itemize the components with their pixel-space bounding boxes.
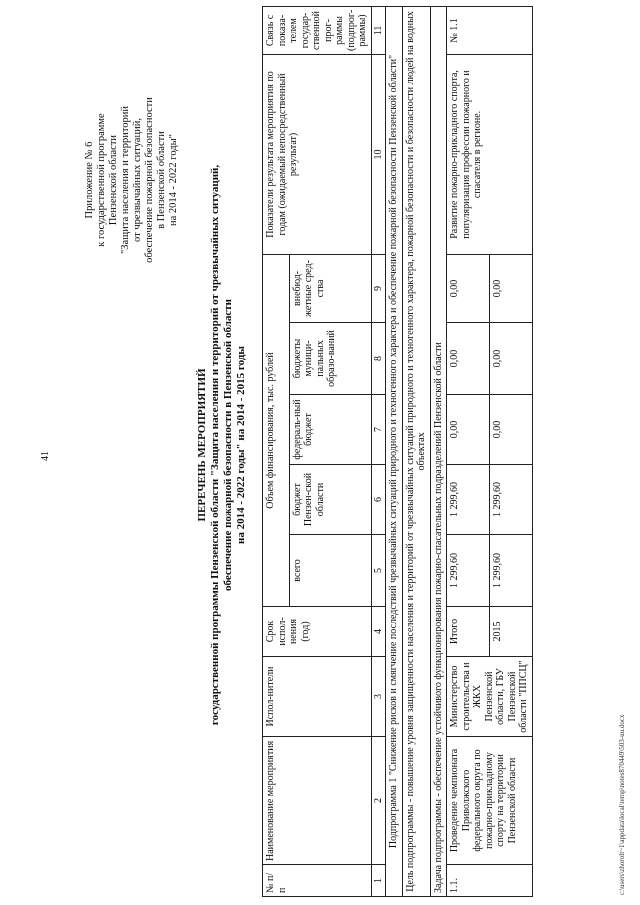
header-regional: бюджет Пензен-ской области bbox=[289, 465, 371, 535]
row-federal: 0,00 bbox=[447, 395, 490, 465]
column-number: 10 bbox=[371, 54, 386, 254]
header-federal: федераль-ный бюджет bbox=[289, 395, 371, 465]
task-row bbox=[430, 6, 447, 896]
header-municipal: бюджеты муници-пальных образо-ваний bbox=[289, 323, 371, 395]
column-number: 6 bbox=[371, 465, 386, 535]
header-row bbox=[263, 6, 290, 896]
row-regional: 1 299,60 bbox=[447, 465, 490, 535]
row-number: 1.1. bbox=[447, 865, 533, 897]
appendix-note bbox=[84, 55, 180, 305]
page-number: 41 bbox=[40, 451, 51, 461]
header-name: Наименование мероприятия bbox=[263, 737, 372, 865]
header-executors: Испол-нители bbox=[263, 657, 372, 737]
appendix-line: на 2014 - 2022 годы" bbox=[168, 134, 179, 226]
row-other: 0,00 bbox=[489, 254, 532, 322]
column-number: 5 bbox=[371, 535, 386, 607]
subprogram-title: Подпрограмма 1 "Снижение рисков и смягчение последствий чрезвычайных ситуаций природного и техногенного характера и обеспечение пожарной безопасности Пензенской области" bbox=[386, 6, 403, 896]
measures-table bbox=[262, 6, 533, 897]
column-number: 7 bbox=[371, 395, 386, 465]
header-term: Срок испол-нения (год) bbox=[263, 607, 372, 657]
header-total: всего bbox=[289, 535, 371, 607]
row-measure-name: Проведение чемпионата Приволжского федерального округа по пожарно-прикладному спорту на территории Пензенской области bbox=[447, 737, 533, 865]
title-line: на 2014 - 2022 годы" на 2014 - 2015 годы bbox=[235, 346, 247, 544]
column-number: 2 bbox=[371, 737, 386, 865]
header-indicators: Показатели результата мероприятия по годам (ожидаемый непосредственный результат) bbox=[263, 54, 372, 254]
table-row bbox=[447, 6, 490, 896]
goal-row bbox=[402, 6, 430, 896]
row-term: 2015 bbox=[489, 607, 532, 657]
row-total: 1 299,60 bbox=[489, 535, 532, 607]
title-line: обеспечение пожарной безопасности в Пензенской области bbox=[222, 299, 234, 591]
header-other: внебюд-жетные сред-ства bbox=[289, 254, 371, 322]
column-number: 4 bbox=[371, 607, 386, 657]
title-line: ПЕРЕЧЕНЬ МЕРОПРИЯТИЙ bbox=[196, 368, 208, 522]
row-federal: 0,00 bbox=[489, 395, 532, 465]
row-other: 0,00 bbox=[447, 254, 490, 322]
column-number: 8 bbox=[371, 323, 386, 395]
appendix-line: "Защита населения и территорий bbox=[120, 105, 131, 255]
row-regional: 1 299,60 bbox=[489, 465, 532, 535]
row-municipal: 0,00 bbox=[489, 323, 532, 395]
document-title bbox=[196, 55, 248, 835]
appendix-line: Пензенской области bbox=[108, 134, 119, 226]
subprogram-goal: Цель подпрограммы - повышение уровня защищенности населения и территорий от чрезвычайных ситуаций природного и техногенного характера, пожарной безопасности и безопасности людей на водных объектах bbox=[402, 6, 430, 896]
row-link: № 1.1 bbox=[447, 6, 533, 54]
column-number: 3 bbox=[371, 657, 386, 737]
appendix-line: от чрезвычайных ситуаций, bbox=[132, 118, 143, 242]
header-num: № п/п bbox=[263, 865, 372, 897]
row-municipal: 0,00 bbox=[447, 323, 490, 395]
header-funding-group: Объем финансирования, тыс. рублей bbox=[263, 254, 290, 606]
column-numbers-row bbox=[371, 6, 386, 896]
appendix-line: к государственной программе bbox=[96, 113, 107, 247]
row-total: 1 299,60 bbox=[447, 535, 490, 607]
file-path-footer: c:\users\zhorolt~1\appdata\local\temp\notes870449\503-uu.docx bbox=[618, 714, 626, 895]
column-number: 11 bbox=[371, 6, 386, 54]
column-number: 9 bbox=[371, 254, 386, 322]
appendix-line: в Пензенской области bbox=[156, 131, 167, 229]
column-number: 1 bbox=[371, 865, 386, 897]
row-executors: Министерство строительства и ЖКХ Пензенской области, ГБУ Пензенской области "ППСЦ" bbox=[447, 657, 533, 737]
appendix-line: Приложение № 6 bbox=[84, 141, 95, 219]
subprogram-row bbox=[386, 6, 403, 896]
row-term: Итого bbox=[447, 607, 490, 657]
row-indicators: Развитие пожарно-прикладного спорта, популяризация профессии пожарного и спасателя в регионе. bbox=[447, 54, 533, 254]
title-line: государственной программы Пензенской области "Защита населения и территорий от чрезвычайных ситуаций, bbox=[209, 164, 221, 726]
header-link: Связь с показа-телем государ-ственной прог-раммы (подпрог-раммы) bbox=[263, 6, 372, 54]
subprogram-task: Задача подпрограммы - обеспечение устойчивого функционирования пожарно-спасательных подразделений Пензенской области bbox=[430, 6, 447, 896]
appendix-line: обеспечение пожарной безопасности bbox=[144, 97, 155, 263]
